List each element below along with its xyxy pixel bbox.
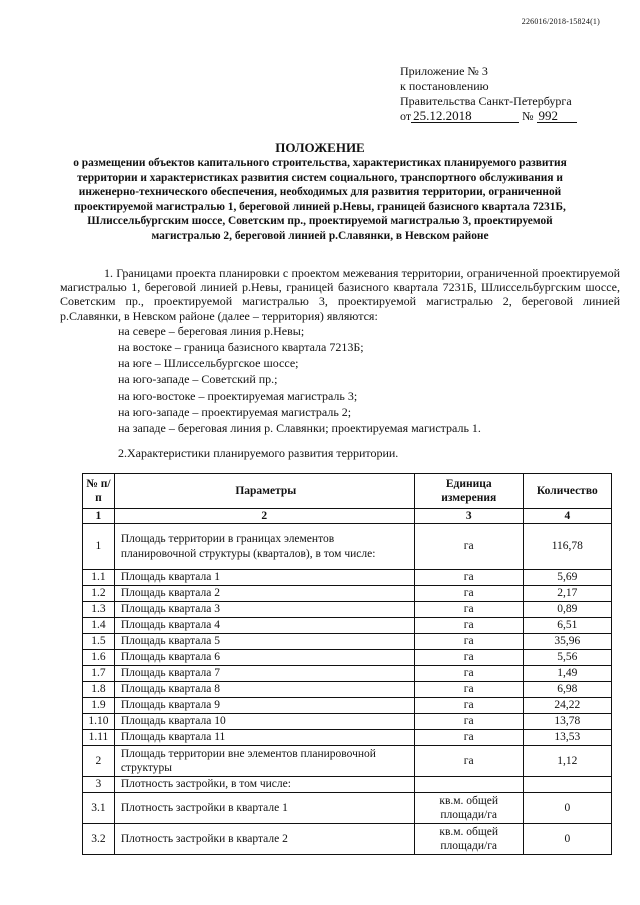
row-parameter: Площадь территории вне элементов планировочной структуры xyxy=(114,746,414,777)
boundary-item: на юго-западе – Советский пр.; xyxy=(118,372,278,387)
row-quantity: 0 xyxy=(523,824,611,855)
row-unit: га xyxy=(414,618,523,634)
row-number: 1.10 xyxy=(83,714,115,730)
row-unit: га xyxy=(414,682,523,698)
row-quantity: 24,22 xyxy=(523,698,611,714)
row-unit: кв.м. общей площади/га xyxy=(414,824,523,855)
table-row xyxy=(83,650,612,666)
appendix-date-line xyxy=(400,109,577,124)
row-unit: га xyxy=(414,602,523,618)
section-1-intro: 1. Границами проекта планировки с проектом межевания территории, ограниченной проектируемой магистралью 1, береговой линией р.Невы, границей базисного квартала 7231Б, Шлиссельбургским шоссе, Советским пр., проектируемой магистралью 3, проектируемой магистралью 2, береговой линией р.Славянки, в Невском районе (далее – территория) являются: xyxy=(60,266,620,323)
row-number: 1.6 xyxy=(83,650,115,666)
boundary-item: на юго-западе – проектируемая магистраль 2; xyxy=(118,404,352,419)
row-unit: га xyxy=(414,730,523,746)
row-parameter: Площадь квартала 2 xyxy=(114,586,414,602)
index-cell: 3 xyxy=(414,509,523,524)
header-parameters: Параметры xyxy=(114,474,414,509)
row-parameter: Площадь квартала 11 xyxy=(114,730,414,746)
row-number: 2 xyxy=(83,746,115,777)
row-parameter: Плотность застройки, в том числе: xyxy=(114,777,414,793)
row-unit: га xyxy=(414,650,523,666)
row-parameter: Площадь квартала 8 xyxy=(114,682,414,698)
appendix-block xyxy=(400,64,577,124)
row-number: 3 xyxy=(83,777,115,793)
row-quantity: 13,78 xyxy=(523,714,611,730)
row-number: 1.3 xyxy=(83,602,115,618)
row-parameter: Площадь квартала 4 xyxy=(114,618,414,634)
row-number: 3.2 xyxy=(83,824,115,855)
row-quantity: 6,51 xyxy=(523,618,611,634)
row-number: 1.11 xyxy=(83,730,115,746)
resolution-date: 25.12.2018 xyxy=(411,109,519,123)
row-unit xyxy=(414,777,523,793)
row-parameter: Плотность застройки в квартале 2 xyxy=(114,824,414,855)
header-unit: Единица измерения xyxy=(414,474,523,509)
row-quantity: 0,89 xyxy=(523,602,611,618)
row-quantity: 1,49 xyxy=(523,666,611,682)
table-header-row xyxy=(83,474,612,509)
index-cell: 1 xyxy=(83,509,115,524)
row-quantity: 1,12 xyxy=(523,746,611,777)
table-row xyxy=(83,698,612,714)
title-heading: ПОЛОЖЕНИЕ xyxy=(275,140,365,155)
row-unit: га xyxy=(414,746,523,777)
row-parameter: Площадь квартала 6 xyxy=(114,650,414,666)
table-row xyxy=(83,730,612,746)
row-unit: га xyxy=(414,666,523,682)
row-number: 1.7 xyxy=(83,666,115,682)
boundary-item: на севере – береговая линия р.Невы; xyxy=(118,323,305,338)
table-row xyxy=(83,714,612,730)
row-unit: кв.м. общей площади/га xyxy=(414,793,523,824)
table-row xyxy=(83,666,612,682)
title-subtitle: о размещении объектов капитального строительства, характеристиках планируемого развития территории и характеристиках развития систем социального, транспортного обслуживания и инженерно-технического обеспечения, необходимых для развития территории, ограниченной проектируемой магистралью 1, береговой линией р.Невы, границей базисного квартала 7231Б, Шлиссельбургским шоссе, Советским пр., проектируемой магистралью 3, проектируемой магистралью 2, береговой линией р.Славянки, в Невском районе xyxy=(73,157,567,242)
from-prefix: от xyxy=(400,109,412,123)
row-parameter: Площадь квартала 3 xyxy=(114,602,414,618)
index-cell: 2 xyxy=(114,509,414,524)
boundary-item: на юге – Шлиссельбургское шоссе; xyxy=(118,356,299,371)
row-quantity: 116,78 xyxy=(523,524,611,570)
row-quantity: 6,98 xyxy=(523,682,611,698)
row-unit: га xyxy=(414,698,523,714)
table-row xyxy=(83,824,612,855)
appendix-line-1: Приложение № 3 xyxy=(400,64,488,78)
row-parameter: Плотность застройки в квартале 1 xyxy=(114,793,414,824)
row-number: 1.1 xyxy=(83,570,115,586)
row-number: 1.2 xyxy=(83,586,115,602)
row-unit: га xyxy=(414,524,523,570)
table-row xyxy=(83,524,612,570)
row-unit: га xyxy=(414,714,523,730)
section-1 xyxy=(60,266,620,436)
row-parameter: Площадь квартала 7 xyxy=(114,666,414,682)
section-2-heading: 2.Характеристики планируемого развития территории. xyxy=(118,446,399,460)
row-parameter: Площадь квартала 10 xyxy=(114,714,414,730)
number-prefix: № xyxy=(522,109,534,123)
table-index-row xyxy=(83,509,612,524)
boundary-item: на юго-востоке – проектируемая магистраль 3; xyxy=(118,388,358,403)
document-number: 226016/2018-15824(1) xyxy=(521,17,600,26)
row-quantity xyxy=(523,777,611,793)
table-row xyxy=(83,682,612,698)
index-cell: 4 xyxy=(523,509,611,524)
header-quantity: Количество xyxy=(523,474,611,509)
row-parameter: Площадь территории в границах элементов планировочной структуры (кварталов), в том числе: xyxy=(114,524,414,570)
row-quantity: 5,56 xyxy=(523,650,611,666)
row-number: 1.5 xyxy=(83,634,115,650)
boundaries-list xyxy=(118,323,620,436)
table-row xyxy=(83,618,612,634)
table-row xyxy=(83,746,612,777)
row-quantity: 35,96 xyxy=(523,634,611,650)
row-number: 1.9 xyxy=(83,698,115,714)
row-quantity: 5,69 xyxy=(523,570,611,586)
row-quantity: 13,53 xyxy=(523,730,611,746)
row-number: 1 xyxy=(83,524,115,570)
row-parameter: Площадь квартала 1 xyxy=(114,570,414,586)
table-row xyxy=(83,634,612,650)
table-row xyxy=(83,602,612,618)
table-row xyxy=(83,586,612,602)
row-unit: га xyxy=(414,570,523,586)
table-row xyxy=(83,570,612,586)
row-unit: га xyxy=(414,586,523,602)
boundary-item: на востоке – граница базисного квартала 7213Б; xyxy=(118,340,364,355)
table-row xyxy=(83,793,612,824)
appendix-line-2: к постановлению xyxy=(400,79,489,93)
characteristics-table xyxy=(82,473,612,855)
row-parameter: Площадь квартала 5 xyxy=(114,634,414,650)
row-number: 3.1 xyxy=(83,793,115,824)
appendix-line-3: Правительства Санкт-Петербурга xyxy=(400,94,572,108)
resolution-number: 992 xyxy=(537,109,577,123)
row-number: 1.4 xyxy=(83,618,115,634)
document-title xyxy=(60,140,580,244)
header-number: № п/п xyxy=(83,474,115,509)
row-quantity: 2,17 xyxy=(523,586,611,602)
boundary-item: на западе – береговая линия р. Славянки; проектируемая магистраль 1. xyxy=(118,421,481,436)
row-quantity: 0 xyxy=(523,793,611,824)
row-number: 1.8 xyxy=(83,682,115,698)
row-parameter: Площадь квартала 9 xyxy=(114,698,414,714)
row-unit: га xyxy=(414,634,523,650)
table-row xyxy=(83,777,612,793)
